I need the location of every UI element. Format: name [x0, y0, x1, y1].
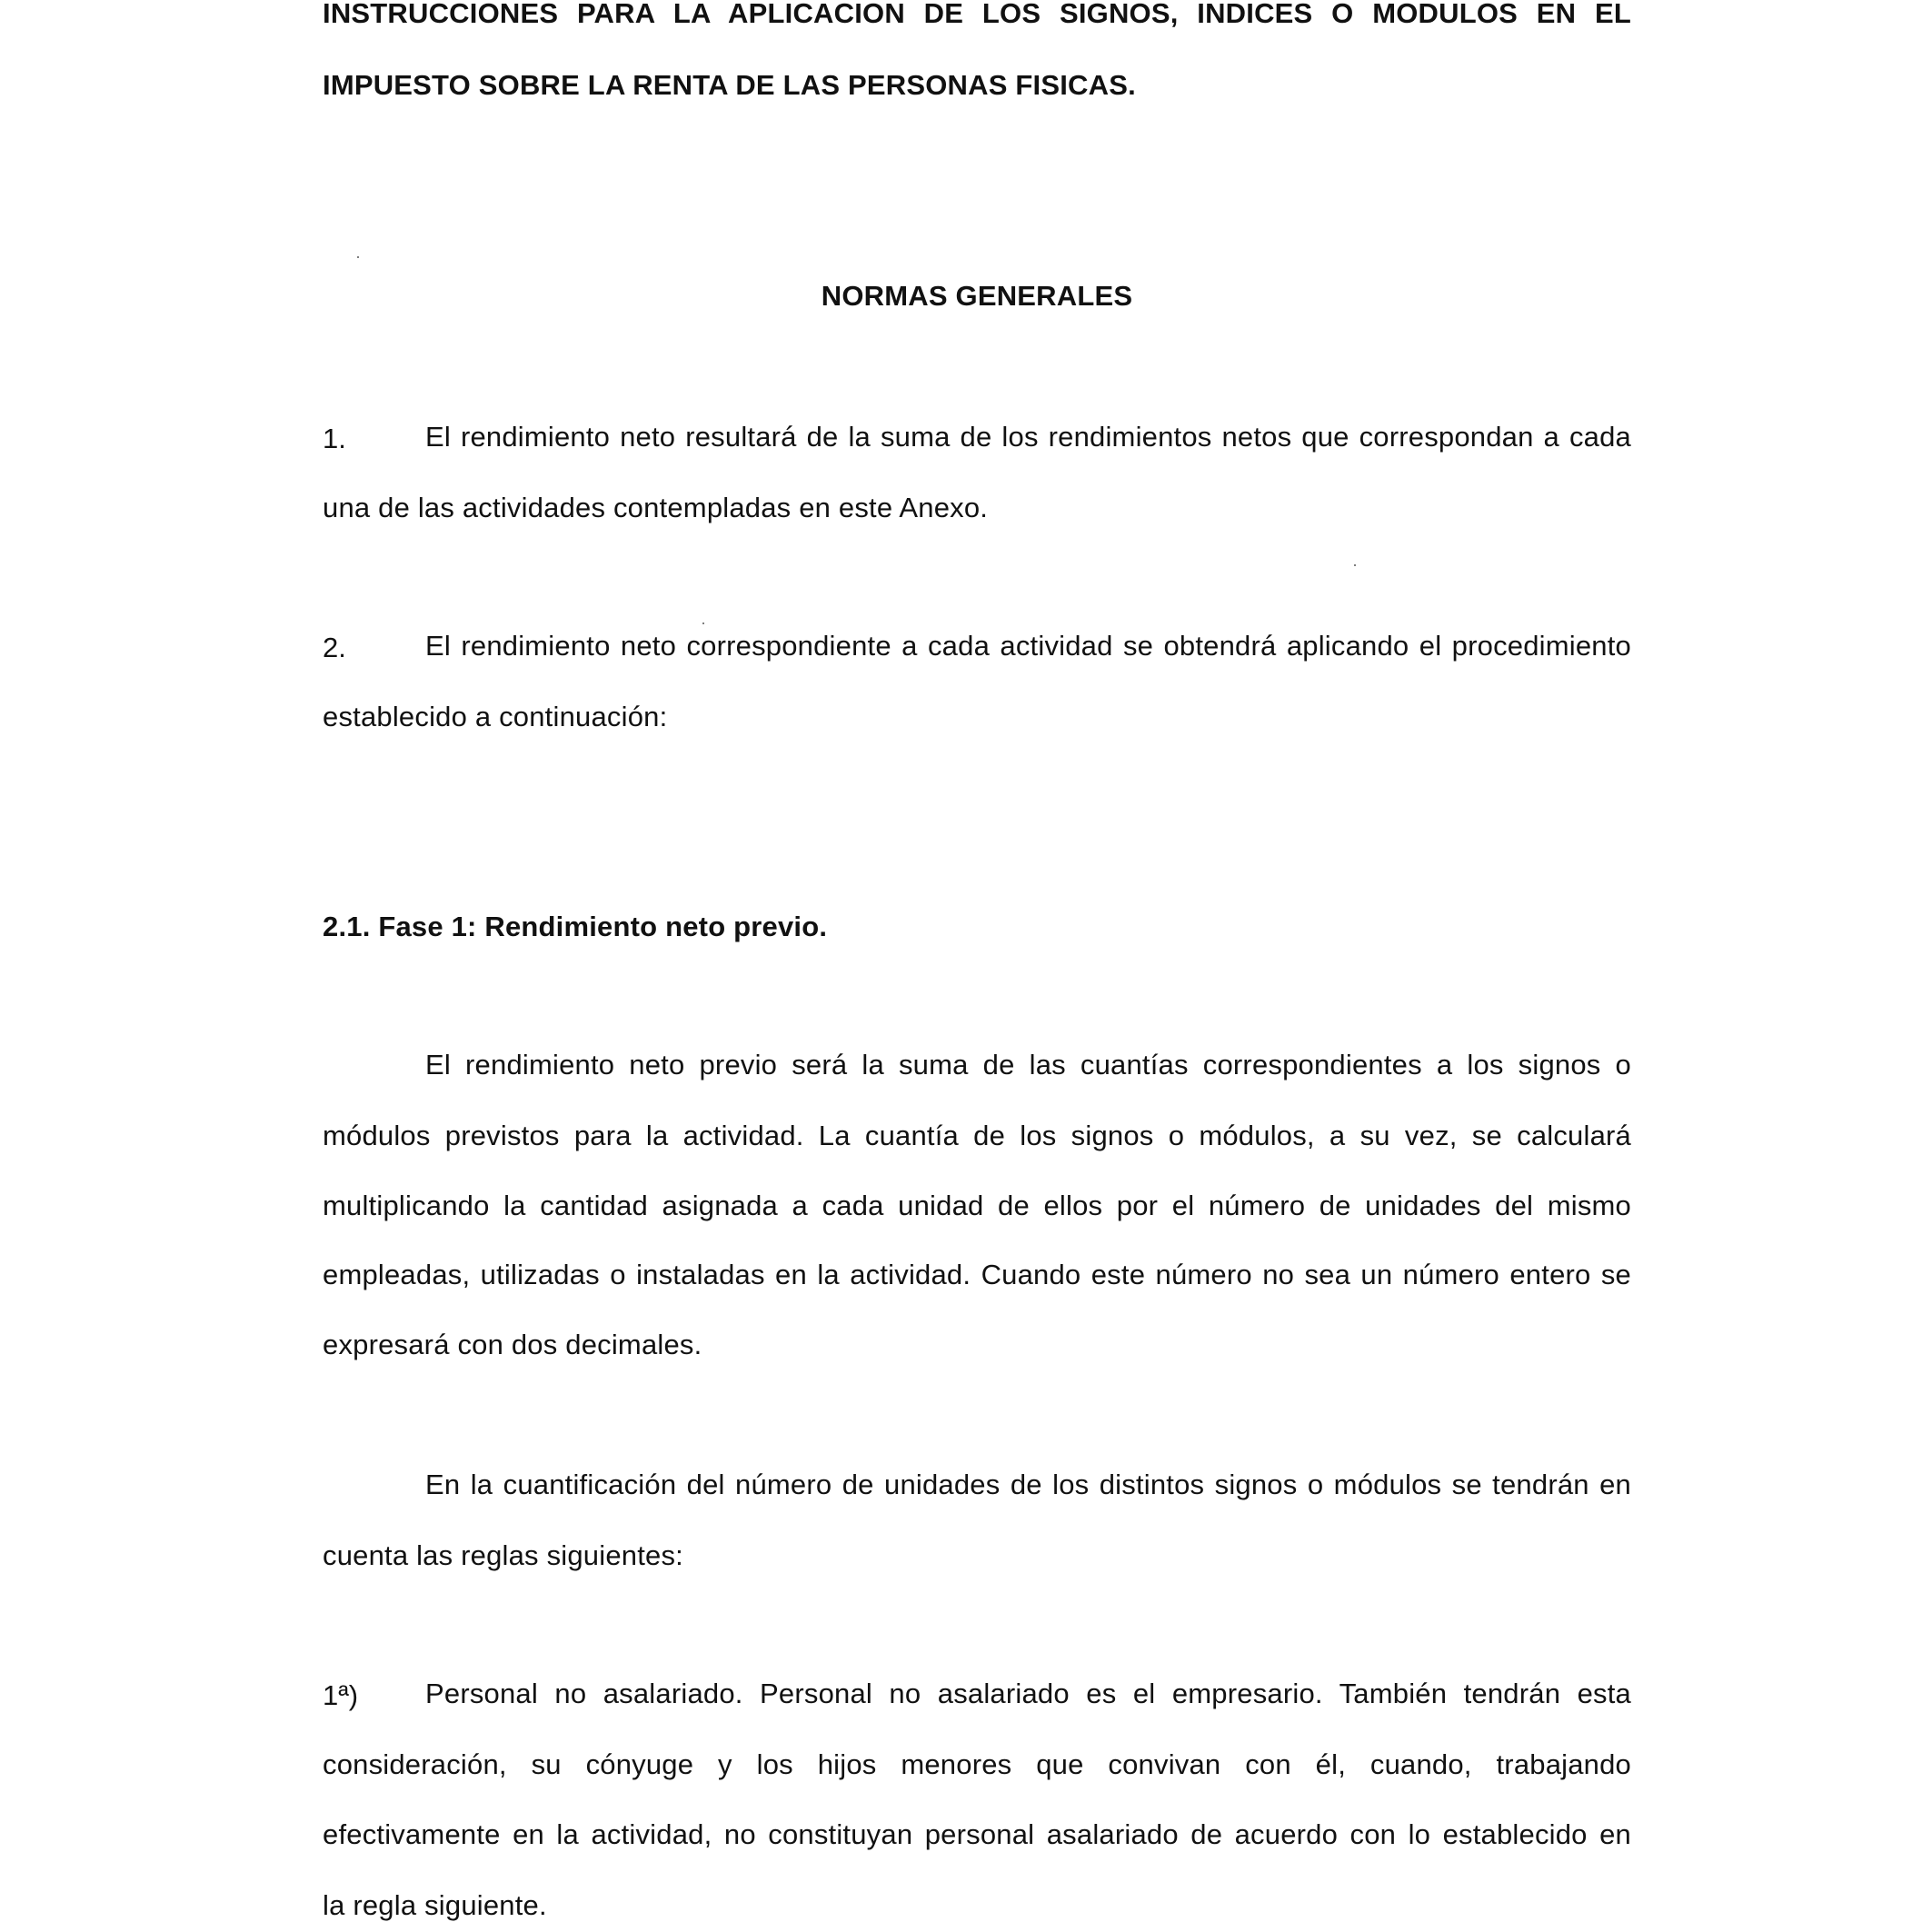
rule-1-line-1: Personal no asalariado. Personal no asalariado es el empresario. También tendrán esta [425, 1678, 1631, 1709]
rule-1-line-4: la regla siguiente. [323, 1889, 547, 1921]
rule-1-line-3: efectivamente en la actividad, no constituyan personal asalariado de acuerdo con lo establecido en [323, 1818, 1631, 1850]
item-1-line-1: El rendimiento neto resultará de la suma de los rendimientos netos que correspondan a cada [425, 421, 1631, 453]
subsection-heading: 2.1. Fase 1: Rendimiento neto previo. [323, 911, 828, 942]
paragraph-1-line-4: empleadas, utilizadas o instaladas en la actividad. Cuando este número no sea un número entero se [323, 1259, 1631, 1290]
item-1-line-2: una de las actividades contempladas en este Anexo. [323, 492, 989, 523]
scan-speck [1354, 564, 1356, 566]
paragraph-1-line-2: módulos previstos para la actividad. La cuantía de los signos o módulos, a su vez, se calculará [323, 1120, 1631, 1151]
rule-1-number: 1ª) [323, 1679, 359, 1711]
scan-speck [702, 622, 704, 624]
item-2-line-2: establecido a continuación: [323, 701, 668, 732]
paragraph-1-line-1: El rendimiento neto previo será la suma de las cuantías correspondientes a los signos o [425, 1049, 1631, 1081]
item-1-number: 1. [323, 423, 346, 454]
paragraph-2-line-1: En la cuantificación del número de unidades de los distintos signos o módulos se tendrán en [425, 1469, 1631, 1500]
item-2-line-1: El rendimiento neto correspondiente a cada actividad se obtendrá aplicando el procedimiento [425, 630, 1631, 662]
document-title-line-2: IMPUESTO SOBRE LA RENTA DE LAS PERSONAS FISICAS. [323, 69, 1136, 101]
item-2-number: 2. [323, 632, 346, 663]
paragraph-1-line-3: multiplicando la cantidad asignada a cada unidad de ellos por el número de unidades del mismo [323, 1190, 1631, 1221]
scan-speck [357, 256, 359, 258]
paragraph-2-line-2: cuenta las reglas siguientes: [323, 1539, 683, 1571]
paragraph-1-line-5: expresará con dos decimales. [323, 1329, 702, 1360]
document-title-line-1: INSTRUCCIONES PARA LA APLICACION DE LOS SIGNOS, INDICES O MODULOS EN EL [323, 0, 1631, 29]
section-heading: NORMAS GENERALES [821, 280, 1133, 312]
rule-1-line-2: consideración, su cónyuge y los hijos menores que convivan con él, cuando, trabajando [323, 1748, 1631, 1780]
